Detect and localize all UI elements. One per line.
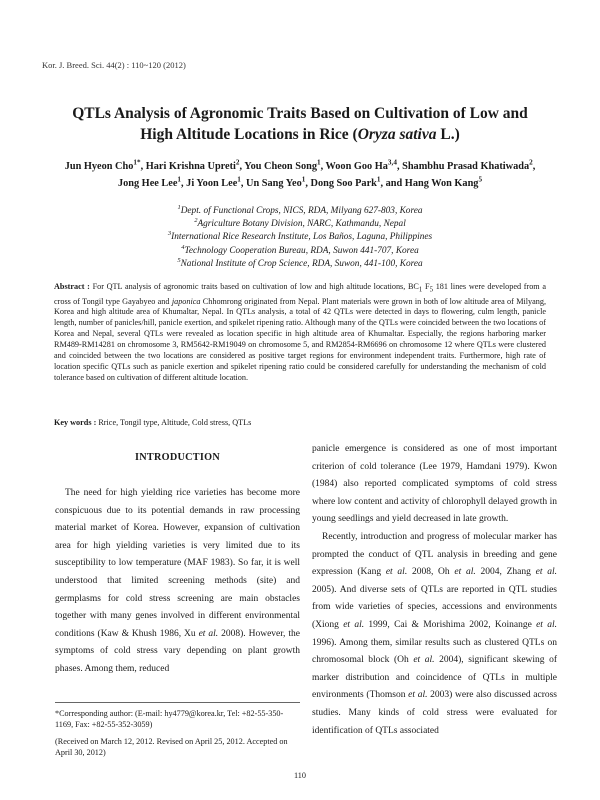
affiliation: $^5$National Institute of Crop Science, RDA, Suwon, 441-100, Korea — [177, 256, 423, 269]
author-list — [40, 158, 560, 192]
paragraph: panicle emergence is considered as one of most important criterion of cold tolerance (Lee 1979, Hamdani 1979). Kwon (1984) also reported complicated symptoms of cold stress where low content and activity of chlorophyll delayed growth in young seedlings and yield decreased in late growth. — [312, 444, 557, 525]
section-heading-introduction: INTRODUCTION — [134, 452, 221, 463]
keywords: Key words : Rrice, Tongil type, Altitude, Cold stress, QTLs — [54, 418, 252, 427]
footnote-divider — [55, 702, 300, 703]
species-name: Oryza sativa — [357, 126, 437, 143]
paragraph: The need for high yielding rice varieties has become more conspicuous due to its potential demands in raw processing material market of Korea. However, expansion of cultivation area for high yielding varieties is very limited due to its susceptibility to low temperature (MAF 1983). So far, it is well understood that limited screening methods (site) and germplasms for cold stress screening are main obstacles together with many genes involved in different environmental conditions (Kaw & Khush 1986, Xu et al. 2008). However, the symptoms of cold stress vary depending on plant growth phases. Among them, reduced — [55, 488, 300, 674]
title-line-1: QTLs Analysis of Agronomic Traits Based on Cultivation of Low and — [72, 105, 528, 122]
paragraph: Recently, introduction and progress of molecular marker has prompted the conduct of QTL analysis in breeding and gene expression (Kang et al. 2008, Oh et al. 2004, Zhang et al. 2005). And diverse sets of QTLs are reported in QTL studies from wide varieties of species, accessions and environments (Xiong et al. 1999, Cai & Morishima 2002, Koinange et al. 1996). Among them, similar results such as clustered QTLs on chromosomal block (Oh et al. 2004), significant skewing of marker distribution and coincidence of QTLs in multiple environments (Thomson et al. 2003) were also discussed across studies. Many kinds of cold stress were evaluated for identification of QTLs associated — [312, 531, 558, 736]
corresponding-author-note: *Corresponding author: (E-mail: hy4779@korea.kr, Tel: +82-55-350-1169, Fax: +82-55-352-3059) — [55, 709, 284, 729]
affiliation: $^4$Technology Cooperation Bureau, RDA, Suwon 441-707, Korea — [181, 243, 419, 256]
received-dates-note: (Received on March 12, 2012. Revised on April 25, 2012. Accepted on April 30, 2012) — [55, 737, 288, 757]
affiliations — [40, 205, 560, 271]
affiliation: $^1$Dept. of Functional Crops, NICS, RDA, Milyang 627-803, Korea — [177, 203, 423, 216]
affiliation: $^3$International Rice Research Institute, Los Baños, Laguna, Philippines — [167, 230, 433, 243]
title-line-2: High Altitude Locations in Rice (Oryza sativa L.) — [140, 126, 460, 143]
authors-line-1: Jun Hyeon Cho$^{1*}$, Hari Krishna Upreti$^2$, You Cheon Song$^1$, Woon Goo Ha$^{3,4}$, Shambhu Prasad Khatiwada$^2$, — [64, 158, 536, 172]
body-column-right — [312, 441, 557, 740]
affiliation: $^2$Agriculture Botany Division, NARC, Kathmandu, Nepal — [194, 217, 406, 230]
keywords-label: Key words : — [54, 418, 97, 427]
paper-title — [40, 103, 560, 145]
page-number: 110 — [294, 771, 306, 780]
abstract-label: Abstract : — [54, 282, 90, 291]
body-column-left — [55, 485, 300, 679]
authors-line-2: Jong Hee Lee$^1$, Ji Yoon Lee$^1$, Un Sang Yeo$^1$, Dong Soo Park$^1$, and Hang Won Kang$^5$ — [117, 175, 483, 189]
footnotes — [55, 708, 300, 758]
abstract: Abstract : For QTL analysis of agronomic traits based on cultivation of low and high altitude locations, $BC_1$ $F_5$ 181 lines were developed from a cross of Tongil type Gayabyeo and japonica Chhomrong originated from Nepal. Plant materials were grown in both of low altitude area of Milyang, Korea and high altitude area of Khumaltar, Nepal. In QTLs analysis, a total of 42 QTLs were detected in days to flowering, culm length, panicle length, number of panicles/hill, panicle exertion, and spikelet ripening ratio. Although many of the QTLs were coincided between the two locations of Korea and Nepal, several QTLs were revealed as location specific in high altitude area of Khumaltar. Especially, the regions harboring marker RM489-RM14281 on chromosome 3, RM5642-RM19049 on chromosome 5, and RM2854-RM6696 on chromosome 12 where QTLs were clustered and coincided between the two locations are considered as positive target regions for environment independent traits. Furthermore, high rate of location specific QTLs such as panicle exertion and spikelet ripening ratio could be considered carefully for understanding the mechanism of cold tolerance based on cultivation of different altitude location. — [54, 282, 546, 382]
journal-citation: Kor. J. Breed. Sci. 44(2) : 110~120 (2012) — [42, 60, 186, 70]
